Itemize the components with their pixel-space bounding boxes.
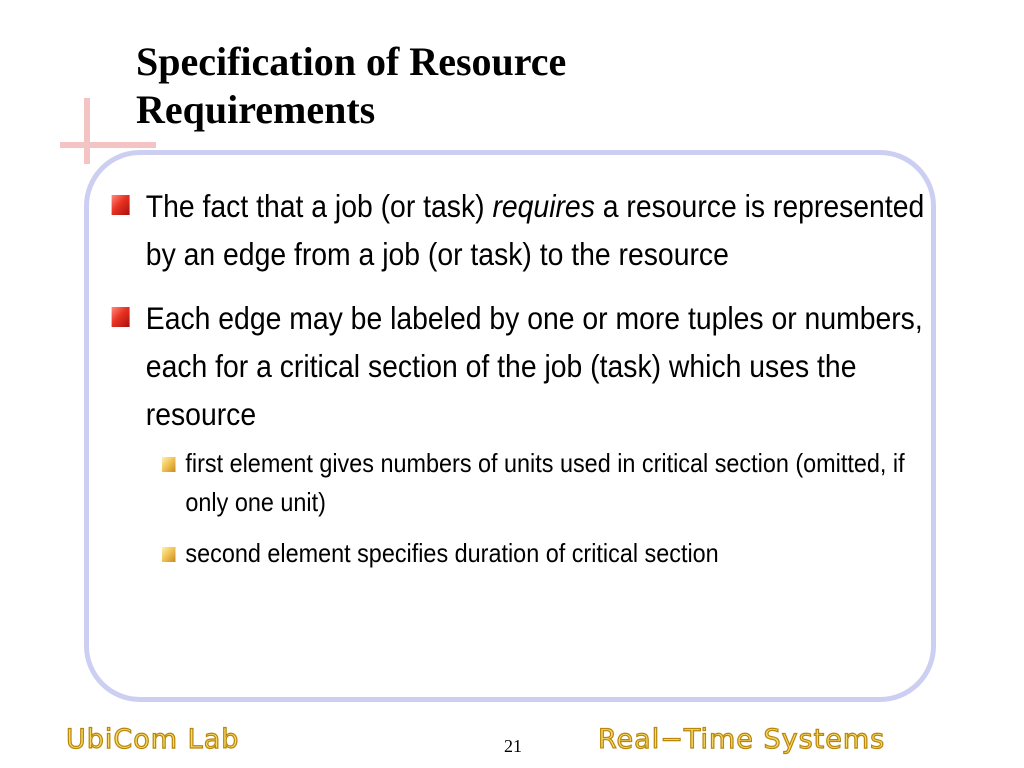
bullet-text: The fact that a job (or task) (145, 188, 493, 224)
slide-title (136, 38, 836, 134)
sub-bullet-text: first element gives numbers of units used in critical section (omitted, if only one unit) (185, 448, 905, 517)
bullet-text: Each edge may be labeled by one or more tuples or numbers, each for a critical section of the job (task) which uses the resource (145, 300, 923, 432)
footer-lab-name: UbiCom Lab (66, 724, 240, 755)
decorative-cross-horizontal (60, 142, 156, 148)
sub-bullet-item (108, 444, 923, 522)
bullet-item (108, 294, 938, 438)
red-square-bullet-icon (112, 195, 130, 215)
yellow-square-bullet-icon (162, 547, 176, 562)
sub-bullet-item (108, 534, 923, 573)
sub-bullet-text: second element specifies duration of critical section (185, 538, 719, 568)
page-number: 21 (504, 736, 522, 756)
decorative-cross-vertical (84, 98, 90, 164)
yellow-square-bullet-icon (162, 457, 176, 472)
bullet-list (108, 182, 925, 585)
bullet-emphasis: requires (492, 188, 595, 224)
red-square-bullet-icon (112, 307, 130, 327)
bullet-item (108, 182, 938, 278)
title-line-1: Specification of Resource (136, 39, 567, 84)
title-line-2: Requirements (136, 87, 376, 132)
footer-course-name: Real−Time Systems (598, 724, 886, 755)
bullet-text: a resource is represented by an edge from a job (or task) to the resource (145, 188, 925, 272)
